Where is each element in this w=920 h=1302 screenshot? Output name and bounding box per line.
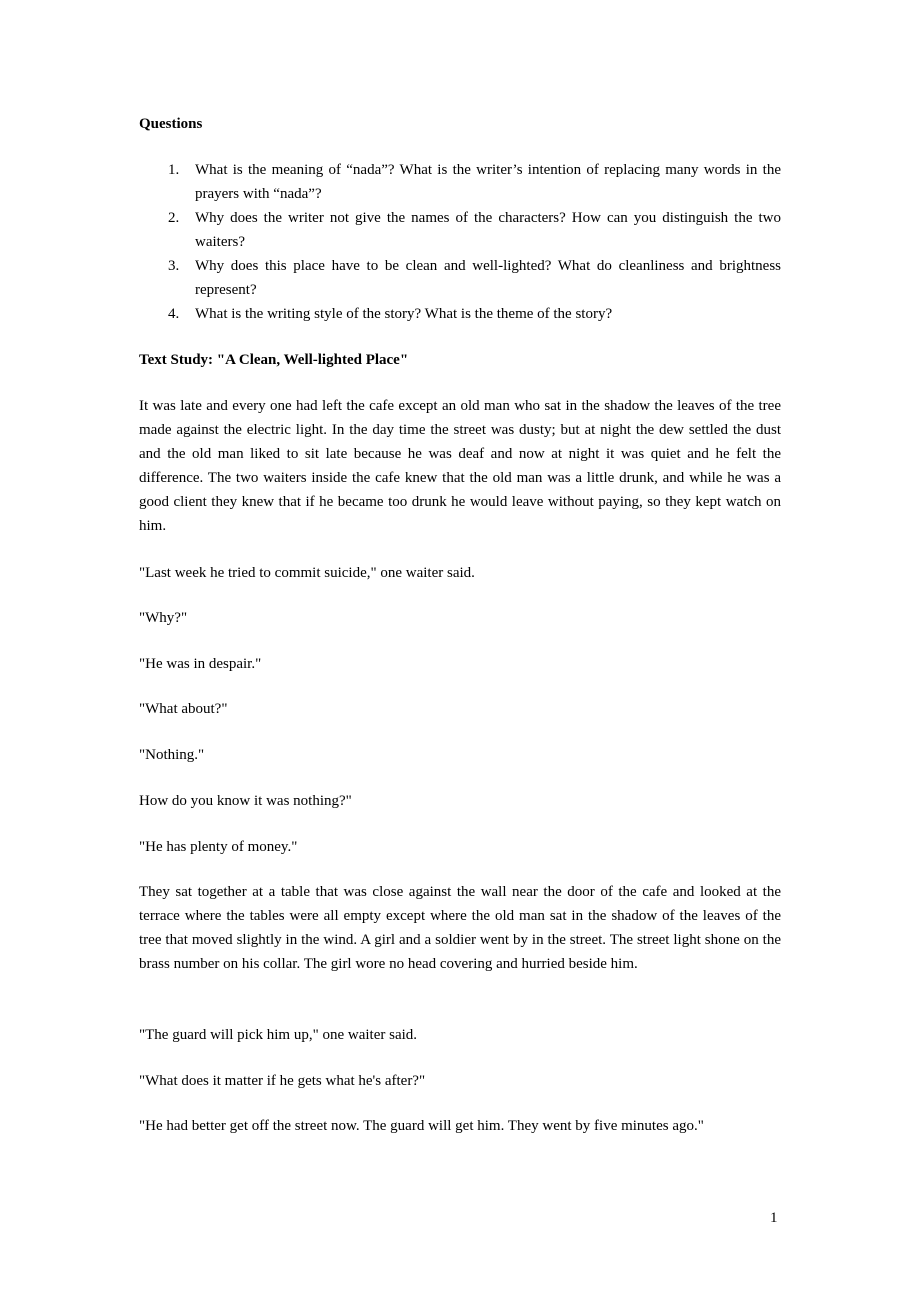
dialogue-line: "He has plenty of money."	[139, 839, 298, 855]
question-text: What is the writing style of the story? What is the theme of the story?	[195, 306, 613, 322]
dialogue-line: "Last week he tried to commit suicide," one waiter said.	[139, 565, 475, 581]
story-paragraph: They sat together at a table that was close against the wall near the door of the cafe and looked at the terrace where the tables were all empty except where the old man sat in the shadow of the leaves of the tree that moved slightly in the wind. A girl and a soldier went by in the street. The street light shone on the brass number on his collar. The girl wore no head covering and hurried beside him.	[139, 884, 781, 972]
question-item	[139, 302, 781, 326]
dialogue-line: "What does it matter if he gets what he's after?"	[139, 1073, 426, 1089]
text-study-heading: Text Study: "A Clean, Well-lighted Place"	[139, 352, 409, 368]
dialogue-line: "He was in despair."	[139, 656, 262, 672]
questions-list	[139, 158, 781, 326]
dialogue-line: "Nothing."	[139, 747, 205, 763]
question-number: 2.	[168, 210, 180, 226]
page-number: 1	[770, 1210, 778, 1226]
dialogue-line: "He had better get off the street now. The guard will get him. They went by five minutes ago."	[139, 1118, 704, 1134]
question-item	[139, 254, 781, 302]
questions-heading: Questions	[139, 116, 203, 132]
question-item	[139, 158, 781, 206]
question-item	[139, 206, 781, 254]
question-number: 3.	[168, 258, 180, 274]
dialogue-line: How do you know it was nothing?"	[139, 793, 352, 809]
dialogue-line: "What about?"	[139, 701, 228, 717]
question-number: 4.	[168, 306, 180, 322]
dialogue-line: "Why?"	[139, 610, 188, 626]
story-paragraph: It was late and every one had left the cafe except an old man who sat in the shadow the leaves of the tree made against the electric light. In the day time the street was dusty; but at night the dew settled the dust and the old man liked to sit late because he was deaf and now at night it was quiet and he felt the difference. The two waiters inside the cafe knew that the old man was a little drunk, and while he was a good client they knew that if he became too drunk he would leave without paying, so they kept watch on him.	[139, 398, 781, 534]
question-number: 1.	[168, 162, 180, 178]
dialogue-line: "The guard will pick him up," one waiter said.	[139, 1027, 418, 1043]
question-text: Why does this place have to be clean and well-lighted? What do cleanliness and brightness represent?	[195, 258, 781, 298]
question-text: Why does the writer not give the names of the characters? How can you distinguish the two waiters?	[195, 210, 781, 250]
question-text: What is the meaning of “nada”? What is the writer’s intention of replacing many words in the prayers with “nada”?	[195, 162, 781, 202]
